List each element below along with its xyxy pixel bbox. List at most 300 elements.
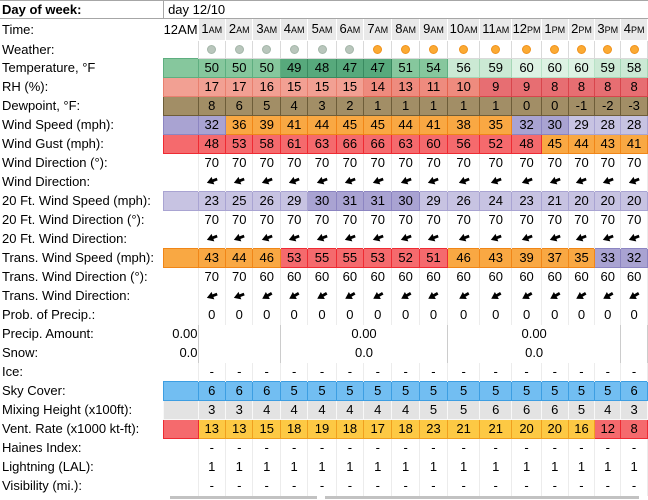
partial-column-vent-rate [164,420,198,439]
row-label-lightning: Lightning (LAL): [2,459,94,474]
row-label-wind-direction-arrows: Wind Direction: [2,174,91,189]
temperature-cell: 50 [226,59,253,78]
temperature-cell: 59 [480,59,512,78]
wind20-direction-arrows-cell [364,230,392,249]
trans-wind-speed-cell: 53 [280,249,307,268]
trans-wind-direction-arrows-cell [419,287,447,306]
trans-wind-direction-deg-cell: 60 [308,268,336,287]
wind-arrow-icon [398,231,413,246]
rh-cell: 14 [364,78,392,97]
lightning-cell: 1 [336,458,363,477]
row-temperature [0,59,648,78]
wind20-direction-arrows-cell [480,230,512,249]
trans-wind-direction-arrows-cell [364,287,392,306]
trans-wind-direction-deg-cell: 60 [253,268,280,287]
partial-column-snow: 0.0 [179,345,198,360]
prob-of-precip-cell: 0 [419,306,447,325]
mixing-height-cell: 4 [595,401,621,420]
time-cell: 3PM [595,19,621,41]
time-cell: 10AM [448,19,480,41]
visibility-cell: - [280,477,307,496]
vent-rate-cell: 21 [448,420,480,439]
wind-speed-cell: 29 [568,116,595,135]
trans-wind-direction-deg-cell: 60 [480,268,512,287]
weather-cell [226,41,253,59]
visibility-cell: - [621,477,648,496]
trans-wind-speed-cell: 39 [512,249,542,268]
row-wind20-speed [0,192,648,211]
trans-wind-speed-cell: 37 [541,249,568,268]
dewpoint-cell: -1 [568,97,595,116]
prob-of-precip-cell: 0 [512,306,542,325]
ice-cell: - [595,363,621,382]
time-cell: 4AM [280,19,307,41]
wind-direction-deg-cell: 70 [448,154,480,173]
temperature-cell: 60 [568,59,595,78]
rh-cell: 9 [512,78,542,97]
wind20-speed-cell: 26 [448,192,480,211]
partial-column-haines-index [164,439,198,458]
trans-wind-direction-deg-cell: 70 [226,268,253,287]
wind-arrow-icon [574,231,589,246]
visibility-cell: - [568,477,595,496]
visibility-cell: - [419,477,447,496]
wind20-direction-deg-cell: 70 [392,211,419,230]
sun-icon [459,45,468,54]
visibility-cell: - [448,477,480,496]
sky-cover-cell: 5 [448,382,480,401]
vent-rate-cell: 18 [336,420,363,439]
trans-wind-direction-deg-cell: 70 [198,268,225,287]
wind20-direction-deg-cell: 70 [541,211,568,230]
wind-arrow-icon [232,174,247,189]
wind-arrow-icon [518,287,534,303]
trans-wind-speed-cell: 43 [480,249,512,268]
wind-arrow-icon [626,231,641,246]
wind-direction-deg-cell: 70 [419,154,447,173]
wind-arrow-icon [397,287,413,303]
rh-cell: 15 [280,78,307,97]
temperature-cell: 47 [336,59,363,78]
wind-arrow-icon [626,287,642,303]
wind20-direction-deg-cell: 70 [419,211,447,230]
trans-wind-speed-cell: 52 [392,249,419,268]
visibility-cell: - [595,477,621,496]
wind-direction-arrows-cell [226,173,253,192]
wind-gust-cell: 60 [419,135,447,154]
trans-wind-speed-cell: 33 [595,249,621,268]
wind-arrow-icon [314,174,329,189]
trans-wind-direction-deg-cell: 60 [419,268,447,287]
temperature-cell: 49 [280,59,307,78]
trans-wind-direction-arrows-cell [198,287,225,306]
weather-cell [541,41,568,59]
row-label-sky-cover: Sky Cover: [2,383,66,398]
wind20-direction-arrows-cell [621,230,648,249]
temperature-cell: 50 [198,59,225,78]
trans-wind-speed-cell: 51 [419,249,447,268]
trans-wind-direction-arrows-cell [392,287,419,306]
partial-column-visibility [164,477,198,496]
weather-cell [480,41,512,59]
row-wind-speed [0,116,648,135]
ice-cell: - [253,363,280,382]
trans-wind-direction-arrows-cell [308,287,336,306]
row-lightning [0,458,648,477]
dewpoint-cell: 1 [392,97,419,116]
moon-icon [235,45,244,54]
row-label-prob-of-precip: Prob. of Precip.: [2,307,96,322]
rh-cell: 13 [392,78,419,97]
trans-wind-direction-deg-cell: 60 [280,268,307,287]
wind-direction-arrows-cell [541,173,568,192]
temperature-cell: 54 [419,59,447,78]
mixing-height-cell: 3 [621,401,648,420]
row-label-visibility: Visibility (mi.): [2,478,82,493]
lightning-cell: 1 [198,458,225,477]
prob-of-precip-cell: 0 [280,306,307,325]
wind-gust-cell: 63 [392,135,419,154]
wind-speed-cell: 45 [336,116,363,135]
wind20-speed-cell: 30 [392,192,419,211]
wind-arrow-icon [286,231,301,246]
snow-segment: 0.0 [448,344,621,363]
dewpoint-cell: 5 [253,97,280,116]
wind-direction-deg-cell: 70 [308,154,336,173]
wind20-direction-deg-cell: 70 [568,211,595,230]
sky-cover-cell: 5 [419,382,447,401]
wind20-direction-arrows-cell [226,230,253,249]
row-day-of-week [0,1,648,19]
time-cell: 3AM [253,19,280,41]
wind-direction-deg-cell: 70 [480,154,512,173]
sky-cover-cell: 5 [595,382,621,401]
prob-of-precip-cell: 0 [541,306,568,325]
wind-direction-arrows-cell [512,173,542,192]
wind-speed-cell: 44 [308,116,336,135]
wind20-speed-cell: 20 [595,192,621,211]
row-wind-direction-arrows [0,173,648,192]
visibility-cell: - [308,477,336,496]
time-cell: 9AM [419,19,447,41]
wind-gust-cell: 48 [512,135,542,154]
wind-speed-cell: 41 [280,116,307,135]
row-haines-index [0,439,648,458]
snow-segment [621,344,648,363]
weather-cell [198,41,225,59]
vent-rate-cell: 20 [541,420,568,439]
ice-cell: - [336,363,363,382]
precip-amount-segment [621,325,648,344]
rh-cell: 8 [595,78,621,97]
weather-cell [336,41,363,59]
snow-segment: 0.0 [280,344,447,363]
row-trans-wind-direction-deg [0,268,648,287]
wind20-speed-cell: 29 [280,192,307,211]
weather-cell [448,41,480,59]
ice-cell: - [419,363,447,382]
time-cell: 6AM [336,19,363,41]
dewpoint-cell: -2 [595,97,621,116]
prob-of-precip-cell: 0 [448,306,480,325]
partial-column-wind-speed [164,116,198,135]
row-rh [0,78,648,97]
time-cell: 12PM [512,19,542,41]
sky-cover-cell: 5 [512,382,542,401]
wind-arrow-icon [370,174,385,189]
wind-direction-arrows-cell [595,173,621,192]
dewpoint-cell: 1 [448,97,480,116]
sky-cover-cell: 5 [308,382,336,401]
wind-arrow-icon [488,287,504,303]
prob-of-precip-cell: 0 [198,306,225,325]
visibility-cell: - [336,477,363,496]
mixing-height-cell: 5 [568,401,595,420]
partial-column-rh [164,78,198,97]
weather-cell [253,41,280,59]
trans-wind-direction-deg-cell: 60 [621,268,648,287]
lightning-cell: 1 [392,458,419,477]
partial-column-wind-direction-deg [164,154,198,173]
ice-cell: - [448,363,480,382]
haines-index-cell: - [480,439,512,458]
wind20-direction-deg-cell: 70 [308,211,336,230]
partial-column-trans-wind-direction-arrows [164,287,198,306]
mixing-height-cell: 4 [364,401,392,420]
wind-speed-cell: 36 [226,116,253,135]
trans-wind-direction-arrows-cell [226,287,253,306]
partial-column-precip-amount: 0.00 [172,326,198,341]
wind-arrow-icon [547,287,563,303]
haines-index-cell: - [253,439,280,458]
wind-arrow-icon [600,231,615,246]
wind-speed-cell: 30 [541,116,568,135]
lightning-cell: 1 [595,458,621,477]
wind-direction-deg-cell: 70 [392,154,419,173]
sun-icon [577,45,586,54]
time-cell: 1AM [198,19,225,41]
partial-column-wind-gust [164,135,198,154]
wind20-direction-arrows-cell [336,230,363,249]
row-label-ice: Ice: [2,364,23,379]
dewpoint-cell: 6 [226,97,253,116]
trans-wind-direction-arrows-cell [336,287,363,306]
partial-column-mixing-height [164,401,198,420]
rh-cell: 8 [568,78,595,97]
haines-index-cell: - [419,439,447,458]
trans-wind-direction-deg-cell: 60 [568,268,595,287]
weather-cell [512,41,542,59]
rh-cell: 17 [198,78,225,97]
wind-direction-arrows-cell [419,173,447,192]
row-wind-gust [0,135,648,154]
sky-cover-cell: 5 [480,382,512,401]
weather-cell [595,41,621,59]
dewpoint-cell: 2 [336,97,363,116]
trans-wind-direction-arrows-cell [480,287,512,306]
wind-gust-cell: 66 [336,135,363,154]
dewpoint-cell: 4 [280,97,307,116]
temperature-cell: 59 [595,59,621,78]
wind-arrow-icon [398,174,413,189]
haines-index-cell: - [568,439,595,458]
row-ice [0,363,648,382]
haines-index-cell: - [541,439,568,458]
moon-icon [207,45,216,54]
wind-direction-arrows-cell [568,173,595,192]
partial-column-ice [164,363,198,382]
row-label-trans-wind-direction-arrows: Trans. Wind Direction: [2,288,131,303]
wind-arrow-icon [286,287,302,303]
time-cell: 11AM [480,19,512,41]
wind20-direction-arrows-cell [280,230,307,249]
mixing-height-cell: 4 [308,401,336,420]
row-label-mixing-height: Mixing Height (x100ft): [2,402,133,417]
trans-wind-direction-arrows-cell [595,287,621,306]
temperature-cell: 51 [392,59,419,78]
trans-wind-direction-arrows-cell [280,287,307,306]
mixing-height-cell: 4 [280,401,307,420]
mixing-height-cell: 6 [541,401,568,420]
temperature-cell: 60 [512,59,542,78]
time-cell: 5AM [308,19,336,41]
wind-gust-cell: 52 [480,135,512,154]
rh-cell: 15 [308,78,336,97]
sky-cover-cell: 5 [336,382,363,401]
ice-cell: - [198,363,225,382]
wind20-direction-arrows-cell [595,230,621,249]
wind-arrow-icon [286,174,301,189]
ice-cell: - [541,363,568,382]
wind-gust-cell: 43 [595,135,621,154]
wind-arrow-icon [426,174,441,189]
wind20-direction-deg-cell: 70 [364,211,392,230]
wind20-speed-cell: 29 [419,192,447,211]
trans-wind-direction-deg-cell: 60 [364,268,392,287]
day-of-week-value: day 12/10 [164,1,648,19]
wind20-speed-cell: 23 [512,192,542,211]
prob-of-precip-cell: 0 [621,306,648,325]
wind-gust-cell: 63 [308,135,336,154]
rh-cell: 8 [541,78,568,97]
wind-arrow-icon [426,231,441,246]
wind-gust-cell: 53 [226,135,253,154]
weather-cell [419,41,447,59]
weather-cell [364,41,392,59]
ice-cell: - [392,363,419,382]
wind20-speed-cell: 20 [621,192,648,211]
mixing-height-cell: 3 [198,401,225,420]
lightning-cell: 1 [512,458,542,477]
vent-rate-cell: 19 [308,420,336,439]
vent-rate-cell: 21 [480,420,512,439]
trans-wind-direction-deg-cell: 60 [595,268,621,287]
vent-rate-cell: 18 [280,420,307,439]
temperature-cell: 50 [253,59,280,78]
wind-direction-deg-cell: 70 [364,154,392,173]
trans-wind-direction-arrows-cell [541,287,568,306]
row-label-precip-amount: Precip. Amount: [2,326,94,341]
time-cell: 2PM [568,19,595,41]
wind-arrow-icon [204,288,219,303]
sun-icon [373,45,382,54]
time-cell: 2AM [226,19,253,41]
mixing-height-cell: 4 [336,401,363,420]
mixing-height-cell: 5 [419,401,447,420]
trans-wind-speed-cell: 32 [621,249,648,268]
haines-index-cell: - [448,439,480,458]
visibility-cell: - [198,477,225,496]
trans-wind-speed-cell: 53 [364,249,392,268]
wind20-speed-cell: 24 [480,192,512,211]
wind-direction-deg-cell: 70 [253,154,280,173]
row-precip-amount [0,325,648,344]
wind-arrow-icon [370,231,385,246]
wind-arrow-icon [259,174,274,189]
haines-index-cell: - [226,439,253,458]
partial-column-temperature [164,59,198,78]
wind-direction-deg-cell: 70 [198,154,225,173]
lightning-cell: 1 [419,458,447,477]
vent-rate-cell: 16 [568,420,595,439]
sky-cover-cell: 5 [364,382,392,401]
wind-arrow-icon [519,231,534,246]
temperature-cell: 48 [308,59,336,78]
wind-speed-cell: 44 [392,116,419,135]
wind20-direction-arrows-cell [253,230,280,249]
wind-arrow-icon [547,231,562,246]
snow-segment [198,344,280,363]
row-mixing-height [0,401,648,420]
dewpoint-cell: 0 [541,97,568,116]
haines-index-cell: - [308,439,336,458]
wind-gust-cell: 61 [280,135,307,154]
row-label-wind-gust: Wind Gust (mph): [2,136,104,151]
row-visibility [0,477,648,496]
weather-cell [280,41,307,59]
wind-speed-cell: 32 [512,116,542,135]
visibility-cell: - [364,477,392,496]
trans-wind-direction-deg-cell: 60 [392,268,419,287]
partial-column-dewpoint [164,97,198,116]
wind-direction-arrows-cell [364,173,392,192]
wind20-direction-arrows-cell [308,230,336,249]
wind-arrow-icon [204,231,219,246]
row-label-wind-direction-deg: Wind Direction (°): [2,155,108,170]
wind20-speed-cell: 31 [364,192,392,211]
wind20-direction-deg-cell: 70 [226,211,253,230]
row-label-time: Time: [2,22,35,38]
precip-amount-segment: 0.00 [448,325,621,344]
row-label-snow: Snow: [2,345,39,360]
vent-rate-cell: 15 [253,420,280,439]
ice-cell: - [568,363,595,382]
mixing-height-cell: 6 [512,401,542,420]
partial-column-trans-wind-speed [164,249,198,268]
wind-gust-cell: 66 [364,135,392,154]
prob-of-precip-cell: 0 [480,306,512,325]
next-table-border-left [170,496,317,499]
row-trans-wind-direction-arrows [0,287,648,306]
wind20-direction-deg-cell: 70 [595,211,621,230]
wind-direction-deg-cell: 70 [621,154,648,173]
prob-of-precip-cell: 0 [336,306,363,325]
lightning-cell: 1 [253,458,280,477]
row-label-weather: Weather: [2,42,55,57]
moon-icon [345,45,354,54]
wind-arrow-icon [259,231,274,246]
wind-arrow-icon [456,231,471,246]
